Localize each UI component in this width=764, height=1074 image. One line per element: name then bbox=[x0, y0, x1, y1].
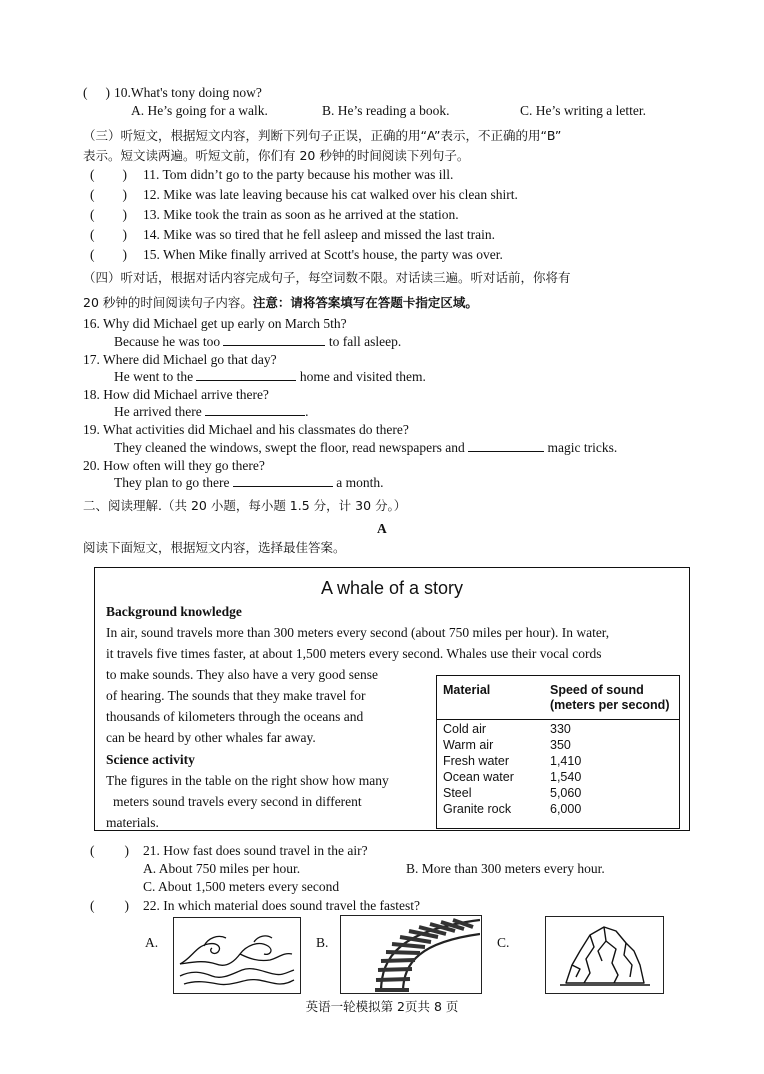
q11-paren: ( ) bbox=[90, 167, 127, 182]
table-row: Steel 5,060 bbox=[443, 786, 582, 800]
q22-paren: ( ) bbox=[90, 898, 129, 913]
q13-text: 13. Mike took the train as soon as he arrived at the station. bbox=[143, 207, 459, 222]
q17-answer-line: He went to the home and visited them. bbox=[114, 369, 426, 384]
q19-blank[interactable] bbox=[468, 439, 544, 452]
q16-blank[interactable] bbox=[223, 333, 325, 346]
q22-option-c-label: C. bbox=[497, 935, 510, 950]
table-row: Cold air 330 bbox=[443, 722, 571, 736]
table-header-material: Material bbox=[443, 683, 491, 697]
part2-instruction: 阅读下面短文，根据短文内容，选择最佳答案。 bbox=[83, 540, 346, 555]
q21-option-a: A. About 750 miles per hour. bbox=[143, 861, 301, 876]
q21-option-b: B. More than 300 meters every hour. bbox=[406, 861, 605, 876]
page-footer: 英语一轮模拟第 2页共 8 页 bbox=[305, 999, 459, 1014]
q14-text: 14. Mike was so tired that he fell asleep and missed the last train. bbox=[143, 227, 496, 242]
rock-icon bbox=[545, 916, 664, 994]
section4-intro-2: 20 秒钟的时间阅读句子内容。注意：请将答案填写在答题卡指定区域。 bbox=[83, 295, 478, 310]
sci-line-3: materials. bbox=[106, 815, 159, 830]
section3-intro: （三）听短文，根据短文内容，判断下列句子正误，正确的用“A”表示，不正确的用“B” bbox=[83, 128, 562, 143]
table-row: Granite rock 6,000 bbox=[443, 802, 582, 816]
q19-answer-line: They cleaned the windows, swept the floor, read newspapers and magic tricks. bbox=[114, 440, 618, 455]
q19-question: 19. What activities did Michael and his classmates do there? bbox=[83, 422, 409, 437]
part2-heading: 二、阅读理解.（共 20 小题，每小题 1.5 分，计 30 分。） bbox=[83, 498, 407, 513]
q17-blank[interactable] bbox=[196, 368, 296, 381]
water-waves-icon bbox=[173, 917, 301, 994]
section3-intro-2: 表示。短文读两遍。听短文前，你们有 20 秒钟的时间阅读下列句子。 bbox=[83, 148, 470, 163]
q16-question: 16. Why did Michael get up early on March 5th? bbox=[83, 316, 347, 331]
q12-text: 12. Mike was late leaving because his cat walked over his clean shirt. bbox=[143, 187, 518, 202]
q10-paren: ( ) bbox=[83, 85, 110, 100]
background-heading: Background knowledge bbox=[106, 604, 242, 619]
q15-text: 15. When Mike finally arrived at Scott's house, the party was over. bbox=[143, 247, 503, 262]
table-header-speed: Speed of sound bbox=[550, 683, 644, 697]
q10-option-b: B. He’s reading a book. bbox=[322, 103, 450, 118]
sci-line-1: The figures in the table on the right show how many bbox=[106, 773, 389, 788]
q18-answer-line: He arrived there . bbox=[114, 404, 309, 419]
q11-text: 11. Tom didn’t go to the party because his mother was ill. bbox=[143, 167, 454, 182]
science-heading: Science activity bbox=[106, 752, 195, 767]
q17-question: 17. Where did Michael go that day? bbox=[83, 352, 277, 367]
table-divider bbox=[437, 719, 679, 720]
q15-paren: ( ) bbox=[90, 247, 127, 262]
q14-paren: ( ) bbox=[90, 227, 127, 242]
bg-line-5: thousands of kilometers through the oceans and bbox=[106, 709, 364, 724]
q13-paren: ( ) bbox=[90, 207, 127, 222]
bg-line-4: of hearing. The sounds that they make travel for bbox=[106, 688, 366, 703]
q21-option-c: C. About 1,500 meters every second bbox=[143, 879, 340, 894]
q21-paren: ( ) bbox=[90, 843, 129, 858]
section4-intro: （四）听对话，根据对话内容完成句子，每空词数不限。对话读三遍。听对话前，你将有 bbox=[83, 270, 571, 285]
q18-blank[interactable] bbox=[205, 403, 305, 416]
q21-question: 21. How fast does sound travel in the air? bbox=[143, 843, 368, 858]
railway-track-icon bbox=[340, 915, 482, 994]
bg-line-1: In air, sound travels more than 300 meters every second (about 750 miles per hour). In water, bbox=[106, 625, 610, 640]
table-row: Ocean water 1,540 bbox=[443, 770, 582, 784]
q16-answer-line: Because he was too to fall asleep. bbox=[114, 334, 402, 349]
sci-line-2: meters sound travels every second in different bbox=[113, 794, 362, 809]
q20-answer-line: They plan to go there a month. bbox=[114, 475, 384, 490]
q10-option-c: C. He’s writing a letter. bbox=[520, 103, 646, 118]
q22-option-a-label: A. bbox=[145, 935, 159, 950]
q10-option-a: A. He’s going for a walk. bbox=[131, 103, 268, 118]
bg-line-6: can be heard by other whales far away. bbox=[106, 730, 316, 745]
sound-speed-table bbox=[436, 675, 680, 829]
q22-question: 22. In which material does sound travel the fastest? bbox=[143, 898, 421, 913]
passage-title: A whale of a story bbox=[320, 578, 464, 598]
q20-question: 20. How often will they go there? bbox=[83, 458, 265, 473]
q10-question: 10.What's tony doing now? bbox=[114, 85, 262, 100]
part2-sub: A bbox=[377, 521, 387, 536]
table-row: Warm air 350 bbox=[443, 738, 571, 752]
table-header-speed-unit: (meters per second) bbox=[550, 698, 670, 712]
q12-paren: ( ) bbox=[90, 187, 127, 202]
q18-question: 18. How did Michael arrive there? bbox=[83, 387, 269, 402]
bg-line-3: to make sounds. They also have a very good sense bbox=[106, 667, 378, 682]
table-row: Fresh water 1,410 bbox=[443, 754, 582, 768]
q22-option-b-label: B. bbox=[316, 935, 329, 950]
q20-blank[interactable] bbox=[233, 474, 333, 487]
bg-line-2: it travels five times faster, at about 1,500 meters every second. Whales use their vocal cords bbox=[106, 646, 602, 661]
